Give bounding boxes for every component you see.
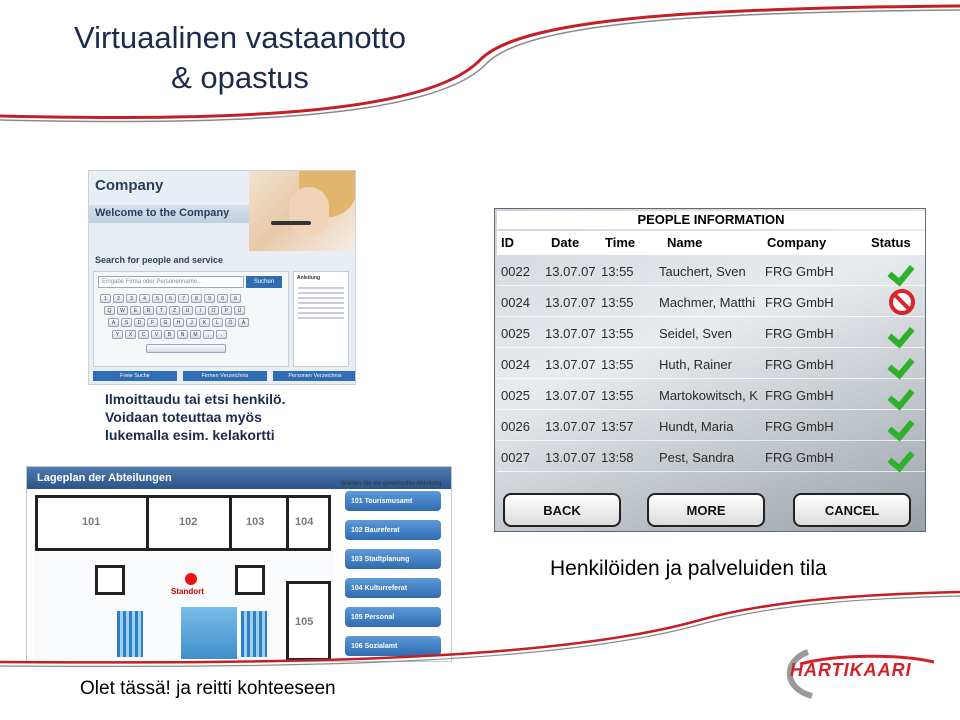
column-header-company: Company [767,235,827,250]
keyboard-key[interactable]: K [199,318,210,327]
kiosk-caption-line3: lukemalla esim. kelakortti [105,427,275,443]
kiosk-search-input[interactable]: Eingabe Firma oder Personenname... [98,276,244,288]
people-info-caption: Henkilöiden ja palveluiden tila [550,557,827,580]
cell-id: 0022 [501,264,530,279]
cell-company: FRG GmbH [765,264,834,279]
receptionist-photo [249,171,356,251]
cell-company: FRG GmbH [765,357,834,372]
cell-company: FRG GmbH [765,450,834,465]
instructions-text-line [298,287,344,289]
keyboard-key[interactable]: D [134,318,145,327]
keyboard-key[interactable]: 5 [152,294,163,303]
instructions-text-line [298,312,344,314]
room-102[interactable] [146,495,232,551]
people-info-title: PEOPLE INFORMATION [497,211,925,229]
room-label-101: 101 [82,516,101,528]
keyboard-key[interactable]: , [203,330,214,339]
keyboard-key[interactable]: 1 [100,294,111,303]
column-header-id: ID [501,235,514,250]
kiosk-search-button[interactable]: Suchen [246,276,282,288]
keyboard-key[interactable]: I [195,306,206,315]
department-button[interactable]: 105 Personal [345,607,441,627]
cell-date: 13.07.07 [545,264,596,279]
checkmark-icon [889,320,915,346]
instructions-text-line [298,317,344,319]
cell-date: 13.07.07 [545,357,596,372]
keyboard-key[interactable]: N [177,330,188,339]
cell-id: 0027 [501,450,530,465]
cell-id: 0024 [501,357,530,372]
floor-plan-hint: Wählen Sie die gewünschte Abteilung [341,481,442,487]
keyboard-key[interactable]: U [182,306,193,315]
room-104[interactable] [286,495,331,551]
keyboard-key[interactable]: Ä [238,318,249,327]
kiosk-caption-line2: Voidaan toteuttaa myös [105,409,262,425]
department-button[interactable]: 102 Baureferat [345,520,441,540]
back-button[interactable]: BACK [503,493,621,527]
keyboard-key[interactable]: 9 [204,294,215,303]
room-101[interactable] [35,495,149,551]
kiosk-nav [93,371,356,381]
cell-time: 13:58 [601,450,634,465]
cell-id: 0025 [501,326,530,341]
more-button[interactable]: MORE [647,493,765,527]
keyboard-key[interactable]: F [147,318,158,327]
cell-id: 0025 [501,388,530,403]
checkmark-icon [889,351,915,377]
keyboard-key[interactable]: W [117,306,128,315]
cell-name: Pest, Sandra [659,450,735,465]
cell-date: 13.07.07 [545,450,596,465]
cell-name: Tauchert, Sven [659,264,746,279]
room-103[interactable] [229,495,289,551]
room-label-103: 103 [246,516,265,528]
checkmark-icon [889,413,915,439]
keyboard-row [146,344,226,353]
instructions-text-line [298,307,344,309]
slide-title [30,18,450,98]
kiosk-caption-line1: Ilmoittaudu tai etsi henkilö. [105,391,286,407]
kiosk-search-panel [93,271,289,367]
keyboard-key[interactable]: T [156,306,167,315]
table-row[interactable] [497,317,925,348]
keyboard-key[interactable]: 4 [139,294,150,303]
kiosk-instructions [293,271,349,367]
keyboard-key[interactable]: . [216,330,227,339]
you-are-here-label: Standort [171,587,204,596]
instructions-text-line [298,292,344,294]
column-header-name: Name [667,235,703,250]
keyboard-key[interactable]: A [108,318,119,327]
cell-id: 0026 [501,419,530,434]
cell-time: 13:55 [601,357,634,372]
table-row[interactable] [497,286,925,317]
kiosk-nav-company-directory[interactable]: Firmen Verzeichnis [183,371,267,381]
department-button[interactable]: 104 Kulturreferat [345,578,441,598]
cell-time: 13:55 [601,264,634,279]
keyboard-key[interactable]: G [160,318,171,327]
keyboard-key[interactable]: C [138,330,149,339]
table-row[interactable] [497,410,925,441]
hartikaari-logo-text: HARTIKAARI [790,660,912,680]
cell-company: FRG GmbH [765,295,834,310]
room-label-102: 102 [179,516,198,528]
keyboard-key[interactable]: P [221,306,232,315]
cancel-button[interactable]: CANCEL [793,493,911,527]
cell-company: FRG GmbH [765,388,834,403]
checkmark-icon [889,444,915,470]
no-entry-icon [889,289,915,315]
keyboard-key[interactable]: Ü [234,306,245,315]
floor-plan-title: Lageplan der Abteilungen [37,472,172,484]
table-row[interactable] [497,379,925,410]
department-button[interactable]: 103 Stadtplanung [345,549,441,569]
cell-company: FRG GmbH [765,419,834,434]
cell-id: 0024 [501,295,530,310]
cell-date: 13.07.07 [545,326,596,341]
keyboard-key[interactable]: 2 [113,294,124,303]
kiosk-nav-free-search[interactable]: Freie Suche [93,371,177,381]
keyboard-key[interactable]: 6 [165,294,176,303]
cell-name: Seidel, Sven [659,326,732,341]
checkmark-icon [889,382,915,408]
keyboard-key[interactable]: ß [230,294,241,303]
column-header-status: Status [871,235,911,250]
keyboard-key[interactable]: J [186,318,197,327]
room-label-105: 105 [295,616,314,628]
keyboard-row [112,330,227,339]
keyboard-key[interactable]: Ö [225,318,236,327]
table-row[interactable] [497,255,925,286]
instructions-text-line [298,297,344,299]
room-label-104: 104 [295,516,314,528]
keyboard-row [108,318,249,327]
people-table-header [497,231,925,255]
keyboard-key[interactable]: B [164,330,175,339]
keyboard-key[interactable]: Q [104,306,115,315]
keyboard-key[interactable]: M [190,330,201,339]
department-button[interactable]: 101 Tourismusamt [345,491,441,511]
keyboard-row [100,294,241,303]
department-button[interactable]: 106 Sozialamt [345,636,441,656]
slide-title-line1: Virtuaalinen vastaanotto [73,20,407,55]
kiosk-screenshot [88,170,356,385]
table-row[interactable] [497,348,925,379]
keyboard-key[interactable]: Z [169,306,180,315]
you-are-here-marker [185,573,197,585]
table-row[interactable] [497,441,925,472]
keyboard-key[interactable]: 0 [217,294,228,303]
cell-date: 13.07.07 [545,388,596,403]
keyboard-key[interactable]: O [208,306,219,315]
cell-name: Huth, Rainer [659,357,732,372]
kiosk-nav-person-directory[interactable]: Personen Verzeichnis [273,371,356,381]
headset-icon [271,221,311,225]
keyboard-key[interactable]: 3 [126,294,137,303]
cell-name: Martokowitsch, K [659,388,758,403]
cell-time: 13:55 [601,388,634,403]
kiosk-brand: Company [95,177,164,194]
cell-date: 13.07.07 [545,295,596,310]
keyboard-key[interactable]: L [212,318,223,327]
cell-date: 13.07.07 [545,419,596,434]
keyboard-key[interactable]: Y [112,330,123,339]
keyboard-key[interactable]: X [125,330,136,339]
keyboard-key[interactable]: S [121,318,132,327]
cell-time: 13:55 [601,326,634,341]
cell-name: Hundt, Maria [659,419,734,434]
keyboard-key[interactable]: 7 [178,294,189,303]
people-information-screenshot [494,208,926,532]
instructions-text-line [298,302,344,304]
keyboard-row [104,306,245,315]
kiosk-instructions-title: Anleitung [297,275,321,281]
cell-time: 13:55 [601,295,634,310]
cell-name: Machmer, Matthi [659,295,756,310]
keyboard-key[interactable]: H [173,318,184,327]
keyboard-key[interactable]: R [143,306,154,315]
keyboard-key[interactable]: 8 [191,294,202,303]
kiosk-welcome: Welcome to the Company [95,207,230,219]
column-header-date: Date [551,235,580,250]
kiosk-search-label: Search for people and service [95,255,224,265]
checkmark-icon [889,258,915,284]
keyboard-key[interactable]: V [151,330,162,339]
slide-title-line2: & opastus [171,60,309,95]
keyboard-key[interactable]: E [130,306,141,315]
cell-time: 13:57 [601,419,634,434]
cell-company: FRG GmbH [765,326,834,341]
kiosk-caption [105,390,355,444]
column-header-time: Time [605,235,636,250]
receptionist-face [289,187,329,237]
floor-plan-caption: Olet tässä! ja reitti kohteeseen [80,678,336,699]
keyboard-spacebar[interactable] [146,344,226,353]
